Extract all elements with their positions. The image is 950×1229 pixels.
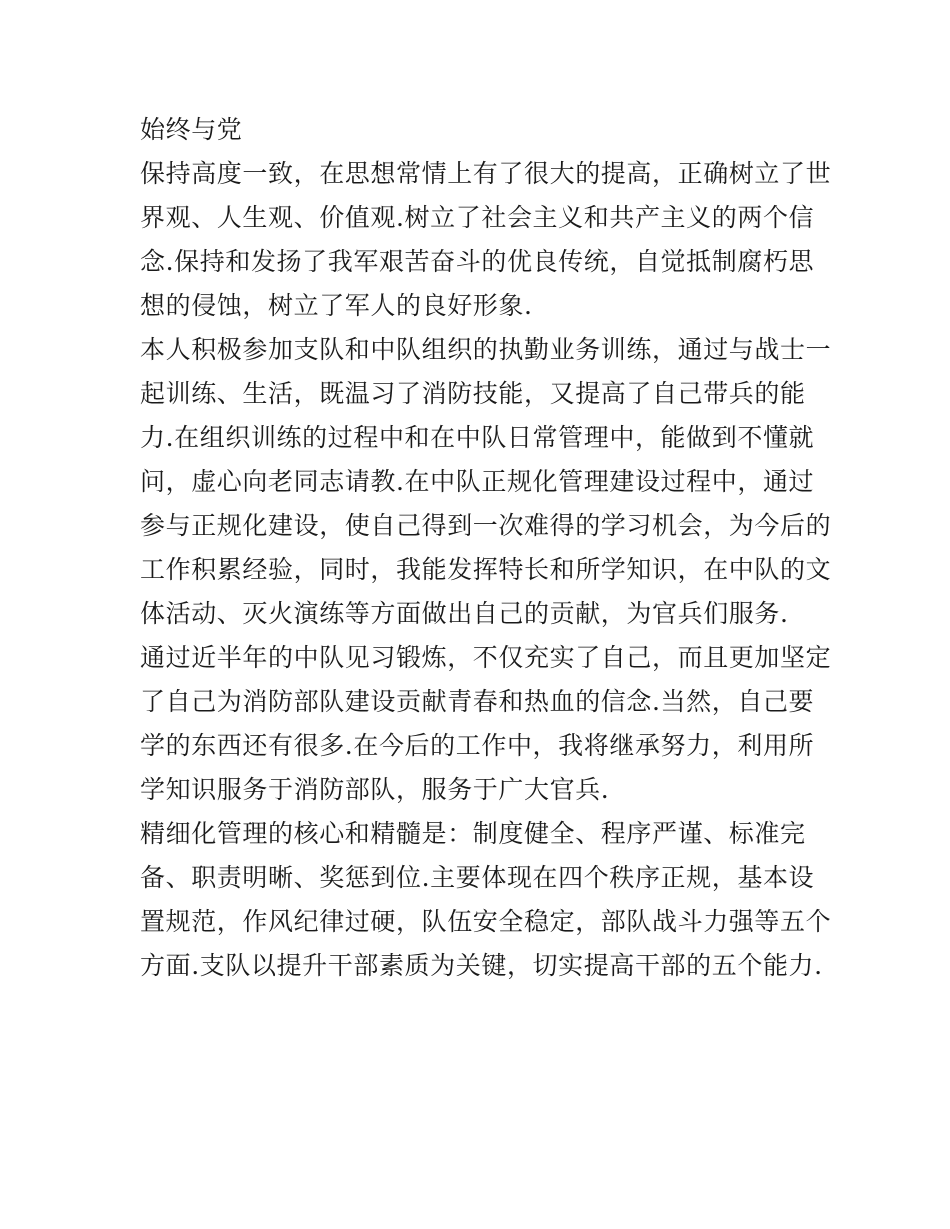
document-body — [140, 108, 830, 988]
text-line: 方面.支队以提升干部素质为关键，切实提高干部的五个能力. — [140, 951, 823, 980]
text-line: 问，虚心向老同志请教.在中队正规化管理建设过程中，通过 — [140, 467, 815, 496]
text-line: 备、职责明晰、奖惩到位.主要体现在四个秩序正规，基本设 — [140, 863, 815, 892]
text-line: 参与正规化建设，使自己得到一次难得的学习机会，为今后的 — [140, 511, 832, 540]
text-line: 力.在组织训练的过程中和在中队日常管理中，能做到不懂就 — [140, 423, 815, 452]
text-line: 通过近半年的中队见习锻炼，不仅充实了自己，而且更加坚定 — [140, 643, 832, 672]
text-line: 想的侵蚀，树立了军人的良好形象. — [140, 291, 533, 320]
text-line: 起训练、生活，既温习了消防技能，又提高了自己带兵的能 — [140, 379, 806, 408]
text-line: 精细化管理的核心和精髓是：制度健全、程序严谨、标准完 — [140, 819, 806, 848]
text-line: 始终与党 — [140, 115, 243, 144]
text-line: 置规范，作风纪律过硬，队伍安全稳定，部队战斗力强等五个 — [140, 907, 832, 936]
text-line: 了自己为消防部队建设贡献青春和热血的信念.当然，自己要 — [140, 687, 815, 716]
text-line: 本人积极参加支队和中队组织的执勤业务训练，通过与战士一 — [140, 335, 832, 364]
text-line: 念.保持和发扬了我军艰苦奋斗的优良传统，自觉抵制腐朽思 — [140, 247, 815, 276]
text-line: 保持高度一致，在思想常情上有了很大的提高，正确树立了世 — [140, 159, 832, 188]
text-line: 学的东西还有很多.在今后的工作中，我将继承努力，利用所 — [140, 731, 815, 760]
text-line: 工作积累经验，同时，我能发挥特长和所学知识，在中队的文 — [140, 555, 832, 584]
text-line: 界观、人生观、价值观.树立了社会主义和共产主义的两个信 — [140, 203, 815, 232]
text-line: 学知识服务于消防部队，服务于广大官兵. — [140, 775, 610, 804]
text-line: 体活动、灭火演练等方面做出自己的贡献，为官兵们服务. — [140, 599, 789, 628]
